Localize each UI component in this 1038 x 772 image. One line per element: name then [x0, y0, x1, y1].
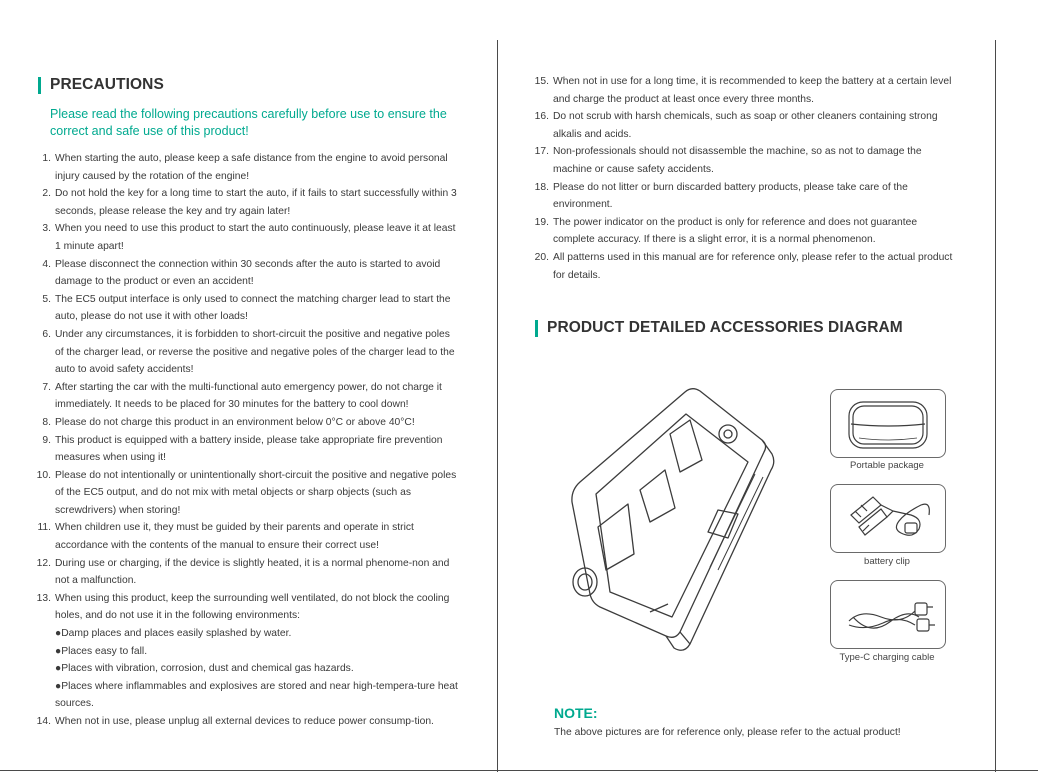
- precautions-list-continued: [531, 73, 959, 284]
- list-item: 14. When not in use, please unplug all external devices to reduce power consump-tion.: [36, 716, 434, 727]
- note-title: NOTE:: [554, 705, 598, 721]
- list-item: 7. After starting the car with the multi-functional auto emergency power, do not charge it immediately. It needs to be placed for 30 minutes for the battery to cool down!: [42, 381, 442, 411]
- accessory-caption: Portable package: [850, 460, 924, 471]
- accessory-caption: Type-C charging cable: [839, 652, 935, 663]
- list-item: 16. Do not scrub with harsh chemicals, such as soap or other cleaners containing strong alkalis and acids.: [534, 111, 938, 140]
- list-item: 15. When not in use for a long time, it is recommended to keep the battery at a certain level and charge the product at least once every three months.: [534, 76, 952, 105]
- list-item: 11. When children use it, they must be guided by their parents and operate in strict accordance with the contents of the manual to ensure their correct use!: [37, 522, 414, 552]
- list-item: 5. The EC5 output interface is only used to connect the matching charger lead to start the auto, please do not use it with other loads!: [42, 293, 451, 323]
- list-item: 8. Please do not charge this product in an environment below 0°C or above 40°C!: [42, 416, 415, 428]
- list-subitem: ●Places where inflammables and explosives are stored and near high-tempera-ture heat sources.: [55, 680, 458, 710]
- heading-accent-bar: [535, 320, 538, 337]
- list-item: 18. Please do not litter or burn discarded battery products, please take care of the environment.: [534, 181, 908, 211]
- list-subitem: ●Places easy to fall.: [55, 645, 148, 657]
- case-icon: [831, 390, 945, 457]
- accessories-title: PRODUCT DETAILED ACCESSORIES DIAGRAM: [547, 319, 903, 336]
- list-item: 20. All patterns used in this manual are for reference only, please refer to the actual product for details.: [534, 251, 953, 281]
- list-item: 17. Non-professionals should not disassemble the machine, so as not to damage the machine or cause safety accidents.: [534, 146, 922, 175]
- intro-text: Please read the following precautions carefully before use to ensure the correct and safe use of this product!: [50, 107, 447, 138]
- precautions-heading: [38, 76, 164, 94]
- list-item: 6. Under any circumstances, it is forbidden to short-circuit the positive and negative poles of the charger lead, or reverse the positive and negative poles of the charger lead to the auto to avoid safety accidents!: [42, 328, 455, 376]
- accessory-box-case: [830, 389, 946, 458]
- clip-icon: [831, 485, 945, 552]
- precautions-list: [33, 150, 461, 731]
- page-divider: [497, 40, 498, 772]
- accessory-box-clip: [830, 484, 946, 553]
- precautions-title: PRECAUTIONS: [50, 76, 164, 93]
- list-item: 9. This product is equipped with a battery inside, please take appropriate fire prevention measures when using it!: [42, 434, 443, 464]
- accessory-box-cable: [830, 580, 946, 649]
- list-subitem: ●Places with vibration, corrosion, dust and chemical gas hazards.: [55, 663, 354, 675]
- list-subitem: ●Damp places and places easily splashed by water.: [55, 628, 292, 640]
- page-bottom-rule: [0, 770, 1038, 771]
- jump-starter-illustration: [540, 382, 780, 672]
- light-button: [719, 425, 737, 443]
- list-item: 1. When starting the auto, please keep a safe distance from the engine to avoid personal injury caused by the rotation of the engine!: [42, 153, 448, 182]
- page-right-edge: [995, 40, 996, 772]
- note-text: The above pictures are for reference only, please refer to the actual product!: [554, 727, 901, 738]
- list-item: 13. When using this product, keep the surrounding well ventilated, do not block the cooling holes, and do not use it in the following environments:: [36, 592, 450, 622]
- list-item: 3. When you need to use this product to start the auto continuously, please leave it at least 1 minute apart!: [42, 223, 456, 252]
- list-item: 12. During use or charging, if the device is slightly heated, it is a normal phenome-non and not a malfunction.: [36, 557, 450, 587]
- heading-accent-bar: [38, 77, 41, 94]
- list-item: 19. The power indicator on the product is only for reference and does not guarantee complete accuracy. If there is a slight error, it is a normal phenomenon.: [534, 216, 918, 246]
- display-screen: [670, 420, 702, 472]
- list-item: 4. Please disconnect the connection within 30 seconds after the auto is started to avoid damage to the product or even an accident!: [42, 258, 441, 288]
- accessories-heading: [535, 319, 903, 337]
- power-button: [573, 568, 597, 596]
- accessory-caption: battery clip: [864, 556, 910, 567]
- cable-icon: [831, 581, 945, 648]
- list-item: 10. Please do not intentionally or unintentionally short-circuit the positive and negative poles of the EC5 output, and do not mix with metal objects or sharp objects (such as screwdrivers) when storing!: [36, 469, 457, 516]
- list-item: 2. Do not hold the key for a long time to start the auto, if it fails to start successfully within 3 seconds, please release the key and try again later!: [42, 188, 457, 217]
- device-front-face: [596, 414, 748, 617]
